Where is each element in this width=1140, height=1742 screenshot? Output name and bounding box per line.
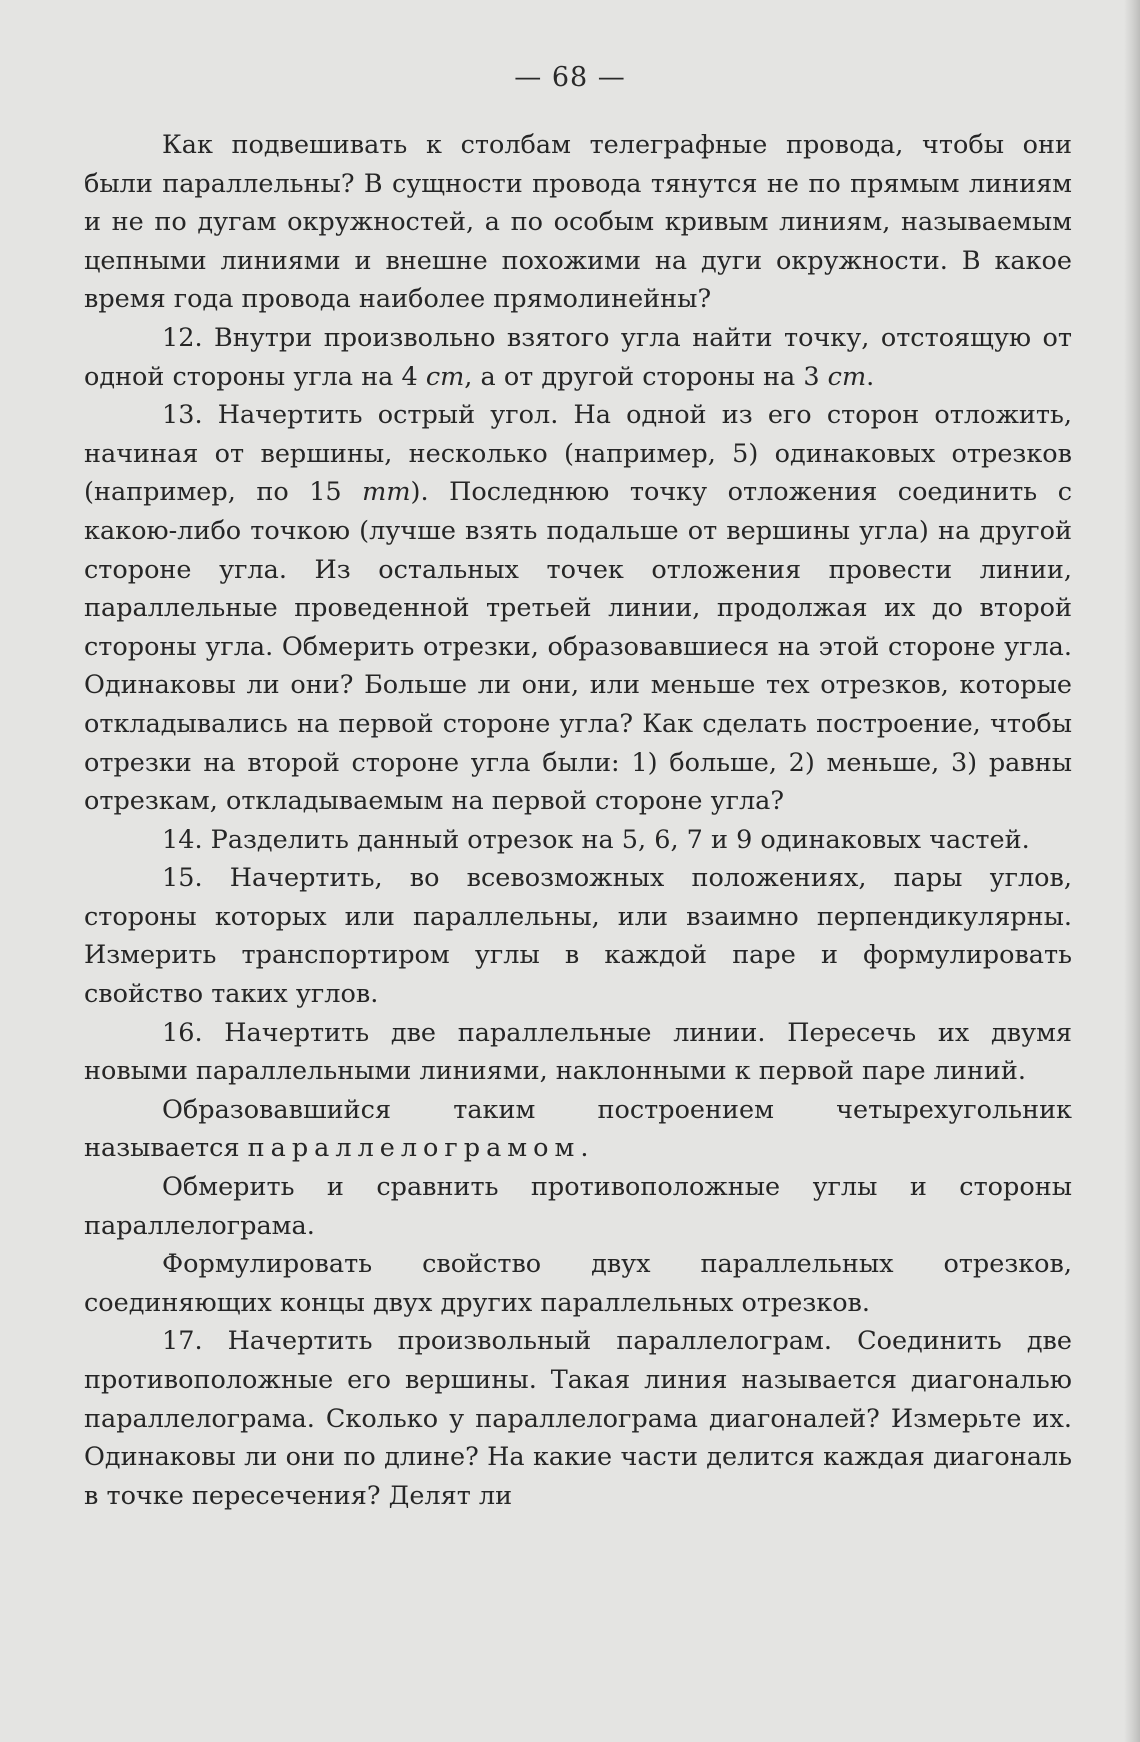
- paragraph-exercise-12: 12. Внутри произвольно взятого угла найти точку, отстоящую от одной стороны угла на 4 cm, а от другой стороны на 3 cm.: [84, 322, 1072, 392]
- paragraph-measure-compare: Обмерить и сравнить противоположные углы и стороны параллелограма.: [84, 1172, 1072, 1241]
- paragraph-formulate-property: Формулировать свойство двух параллельных отрезков, соединяющих концы двух других параллельных отрезков.: [84, 1249, 1072, 1318]
- paragraph-exercise-14: 14. Разделить данный отрезок на 5, 6, 7 и 9 одинаковых частей.: [162, 824, 1030, 855]
- paragraph-exercise-15: 15. Начертить, во всевозможных положениях, пары углов, стороны которых или параллельны, или взаимно перпендикулярны. Измерить транспортиром углы в каждой паре и формулировать свойство таких углов.: [84, 863, 1072, 1010]
- paragraph-exercise-16: 16. Начертить две параллельные линии. Пересечь их двумя новыми параллельными линиями, наклонными к первой паре линий.: [84, 1017, 1072, 1087]
- paragraph-parallelogram-definition: Образовавшийся таким построением четырехугольник называется параллелограмом.: [84, 1094, 1072, 1164]
- term-parallelogram: параллелограмом: [247, 1133, 581, 1164]
- page-body: [84, 126, 1072, 1515]
- paragraph-exercise-17: 17. Начертить произвольный параллелограм. Соединить две противоположные его вершины. Такая линия называется диагональю параллелограма. Сколько у параллелограма диагоналей? Измерьте их. Одинаковы ли они по длине? На какие части делится каждая диагональ в точке пересечения? Делят ли: [84, 1326, 1072, 1511]
- page-number: — 68 —: [514, 62, 626, 93]
- unit-cm: cm: [425, 361, 465, 392]
- page-edge-shadow: [1124, 0, 1140, 1742]
- unit-cm: cm: [827, 361, 867, 392]
- unit-mm: mm: [362, 477, 411, 508]
- paragraph-exercise-13: 13. Начертить острый угол. На одной из его сторон отложить, начиная от вершины, несколько (например, 5) одинаковых отрезков (например, по 15 mm). Последнюю точку отложения соединить с какою-либо точкою (лучше взять подальше от вершины угла) на другой стороне угла. Из остальных точек отложения провести линии, параллельные проведенной третьей линии, продолжая их до второй стороны угла. Обмерить отрезки, образовавшиеся на этой стороне угла. Одинаковы ли они? Больше ли они, или меньше тех отрезков, которые откладывались на первой стороне угла? Как сделать построение, чтобы отрезки на второй стороне угла были: 1) больше, 2) меньше, 3) равны отрезкам, откладываемым на первой стороне угла?: [84, 400, 1072, 817]
- paragraph-telegraph-wires: Как подвешивать к столбам телеграфные провода, чтобы они были параллельны? В сущности провода тянутся не по прямым линиям и не по дугам окружностей, а по особым кривым линиям, называемым цепными линиями и внешне похожими на дуги окружности. В какое время года провода наиболее прямолинейны?: [84, 130, 1072, 315]
